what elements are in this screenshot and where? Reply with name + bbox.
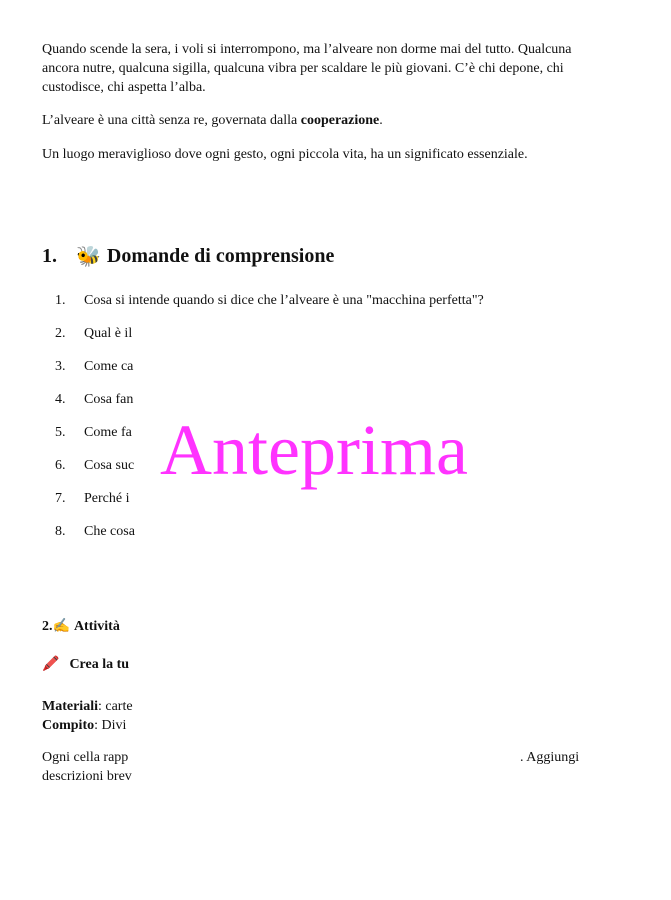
section1-heading bbox=[42, 244, 334, 269]
question-text: Che cosa bbox=[84, 524, 135, 539]
cell-paragraph: Ogni cella rapp descrizioni brev bbox=[42, 750, 132, 784]
preview-watermark: Anteprima bbox=[160, 410, 468, 490]
task-label: Compito bbox=[42, 718, 95, 733]
task-line bbox=[42, 716, 126, 735]
question-number: 6. bbox=[55, 458, 66, 473]
question-number: 2. bbox=[55, 326, 66, 341]
question-number: 4. bbox=[55, 392, 66, 407]
question-text: Cosa fan bbox=[84, 392, 134, 407]
materials-text: : carte bbox=[97, 699, 133, 714]
list-item bbox=[55, 391, 133, 409]
activity-subtitle: Crea la tu bbox=[69, 656, 130, 672]
list-item bbox=[55, 325, 132, 343]
list-item bbox=[55, 490, 129, 508]
cooperation-bold: cooperazione bbox=[300, 113, 380, 128]
paragraph-city-end: . bbox=[379, 113, 383, 128]
section2-title: Attività bbox=[73, 618, 120, 634]
list-item bbox=[55, 292, 484, 310]
paragraph-city bbox=[42, 111, 602, 130]
section1-number: 1. bbox=[42, 245, 57, 267]
question-text: Come fa bbox=[84, 425, 132, 440]
materials-line bbox=[42, 697, 133, 716]
paragraph-wonderful: Un luogo meraviglioso dove ogni gesto, ogni piccola vita, ha un significato essenziale. bbox=[42, 147, 528, 162]
writing-hand-icon: ✍️ bbox=[52, 619, 70, 634]
question-number: 5. bbox=[55, 425, 66, 440]
crayon-icon: 🖍️ bbox=[42, 657, 60, 672]
list-item bbox=[55, 358, 133, 376]
task-text: : Divi bbox=[94, 718, 127, 733]
section2-number: 2. bbox=[42, 618, 53, 634]
section2-heading bbox=[42, 618, 120, 635]
activity-subheading bbox=[42, 656, 129, 673]
list-item bbox=[55, 457, 134, 475]
paragraph-evening: Quando scende la sera, i voli si interrompono, ma l’alveare non dorme mai del tutto. Qualcuna ancora nutre, qualcuna sigilla, qualcuna vibra per scaldare le più giovani. C’è chi depone, chi custodisce, chi aspetta l’alba. bbox=[42, 42, 572, 95]
question-text: Qual è il bbox=[84, 326, 133, 341]
list-item bbox=[55, 523, 135, 541]
question-number: 3. bbox=[55, 359, 66, 374]
question-text: Cosa si intende quando si dice che l’alveare è una "macchina perfetta"? bbox=[84, 293, 484, 308]
bee-icon: 🐝 bbox=[76, 246, 101, 268]
list-item bbox=[55, 424, 132, 442]
question-number: 1. bbox=[55, 293, 66, 308]
question-text: Come ca bbox=[84, 359, 134, 374]
section1-title: Domande di comprensione bbox=[106, 245, 335, 267]
cell-paragraph-right: . Aggiungi bbox=[520, 750, 580, 765]
paragraph-city-text: L’alveare è una città senza re, governata dalla bbox=[42, 113, 301, 128]
question-number: 7. bbox=[55, 491, 66, 506]
question-text: Perché i bbox=[84, 491, 130, 506]
question-text: Cosa suc bbox=[84, 458, 135, 473]
materials-label: Materiali bbox=[42, 699, 98, 714]
question-number: 8. bbox=[55, 524, 66, 539]
